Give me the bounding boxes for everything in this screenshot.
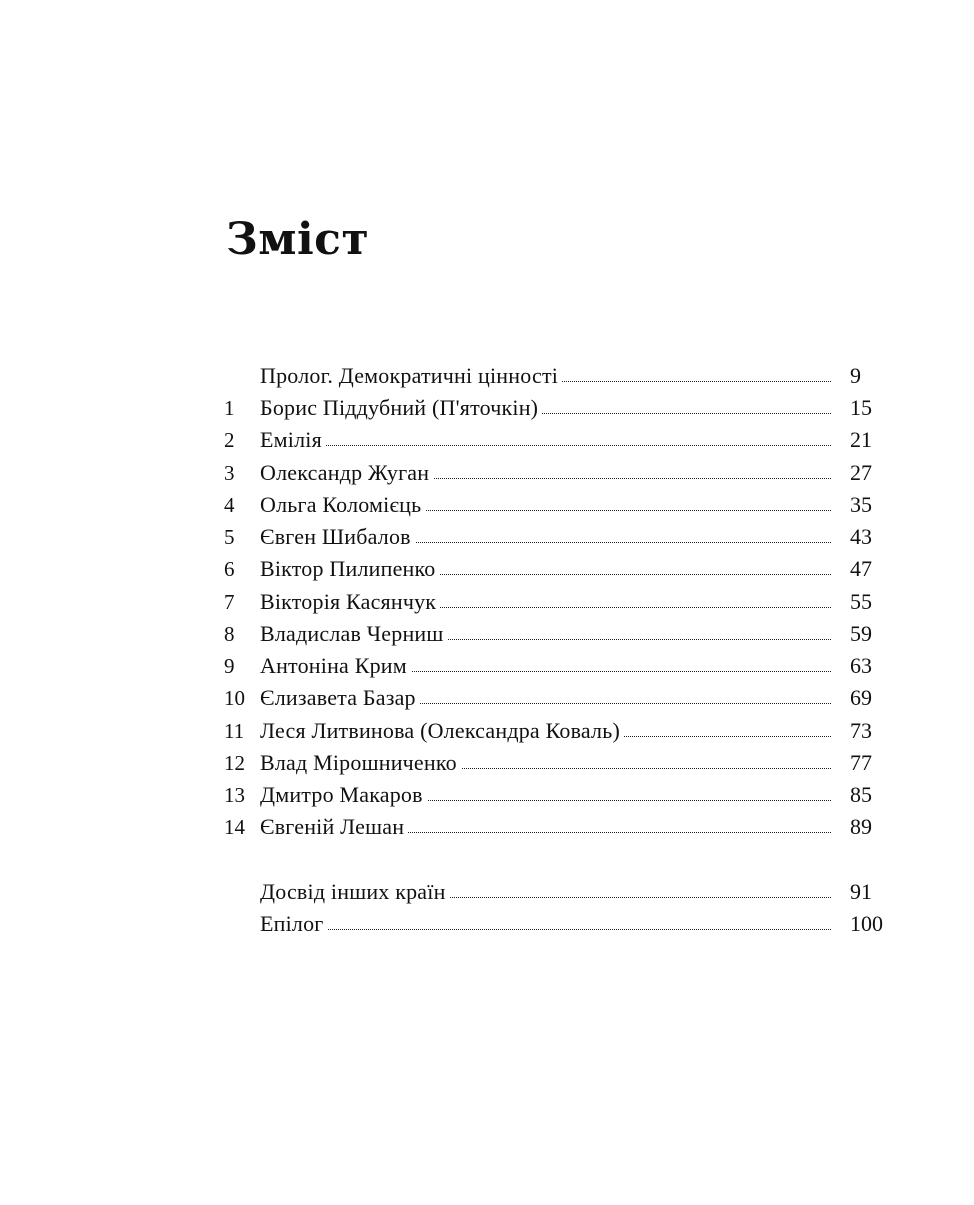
entry-page: 85 — [850, 782, 872, 807]
entry-title: Віктор Пилипенко — [260, 553, 440, 585]
entry-number: 5 — [224, 525, 235, 549]
entry-title: Євген Шибалов — [260, 521, 415, 553]
entry-number: 8 — [224, 622, 235, 646]
entry-title: Вікторія Касянчук — [260, 586, 440, 618]
entry-title: Пролог. Демократичні цінності — [260, 360, 562, 392]
entry-page: 63 — [850, 653, 872, 678]
entry-number: 11 — [224, 719, 245, 743]
toc-entry — [0, 650, 974, 682]
entry-page: 15 — [850, 395, 872, 420]
entry-title: Емілія — [260, 424, 326, 456]
entry-number: 12 — [224, 751, 245, 775]
entry-page: 73 — [850, 718, 872, 743]
entry-number: 9 — [224, 654, 235, 678]
entry-page: 43 — [850, 524, 872, 549]
entry-title: Досвід інших країн — [260, 876, 450, 908]
entry-title: Владислав Черниш — [260, 618, 448, 650]
toc-entry — [0, 521, 974, 553]
toc-entry — [0, 811, 974, 843]
dot-leader — [260, 929, 831, 930]
entry-number: 1 — [224, 396, 235, 420]
entry-page: 47 — [850, 556, 872, 581]
entry-number: 6 — [224, 557, 235, 581]
entry-title: Леся Литвинова (Олександра Коваль) — [260, 715, 624, 747]
toc-entry — [0, 489, 974, 521]
toc-entry — [0, 682, 974, 714]
entry-title: Епілог — [260, 908, 328, 940]
entry-title: Антоніна Крим — [260, 650, 411, 682]
entry-number: 10 — [224, 686, 245, 710]
entry-title: Олександр Жуган — [260, 457, 433, 489]
entry-page: 27 — [850, 460, 872, 485]
toc-entry — [0, 424, 974, 456]
entry-number: 2 — [224, 428, 235, 452]
toc-entry — [0, 457, 974, 489]
toc-entry — [0, 360, 974, 392]
entry-number: 14 — [224, 815, 245, 839]
entry-page: 21 — [850, 427, 872, 452]
entry-number: 3 — [224, 461, 235, 485]
entry-title: Влад Мірошниченко — [260, 747, 461, 779]
page-title: Зміст — [226, 214, 370, 265]
toc-entry — [0, 715, 974, 747]
toc-entry — [0, 876, 974, 908]
entry-page: 69 — [850, 685, 872, 710]
toc-entry — [0, 908, 974, 940]
entry-title: Єлизавета Базар — [260, 682, 420, 714]
toc-entry — [0, 392, 974, 424]
toc-entry — [0, 586, 974, 618]
toc-entry — [0, 553, 974, 585]
toc-entry — [0, 779, 974, 811]
entry-page: 9 — [850, 363, 861, 388]
entry-page: 100 — [850, 911, 883, 936]
dot-leader — [260, 445, 831, 446]
entry-page: 77 — [850, 750, 872, 775]
entry-title: Ольга Коломієць — [260, 489, 425, 521]
entry-page: 55 — [850, 589, 872, 614]
entry-title: Євгеній Лешан — [260, 811, 408, 843]
entry-number: 7 — [224, 590, 235, 614]
entry-page: 59 — [850, 621, 872, 646]
toc-entry — [0, 747, 974, 779]
entry-title: Дмитро Макаров — [260, 779, 427, 811]
entry-page: 91 — [850, 879, 872, 904]
entry-page: 89 — [850, 814, 872, 839]
toc-entry — [0, 618, 974, 650]
entry-page: 35 — [850, 492, 872, 517]
entry-title: Борис Піддубний (П'яточкін) — [260, 392, 542, 424]
entry-number: 13 — [224, 783, 245, 807]
entry-number: 4 — [224, 493, 235, 517]
